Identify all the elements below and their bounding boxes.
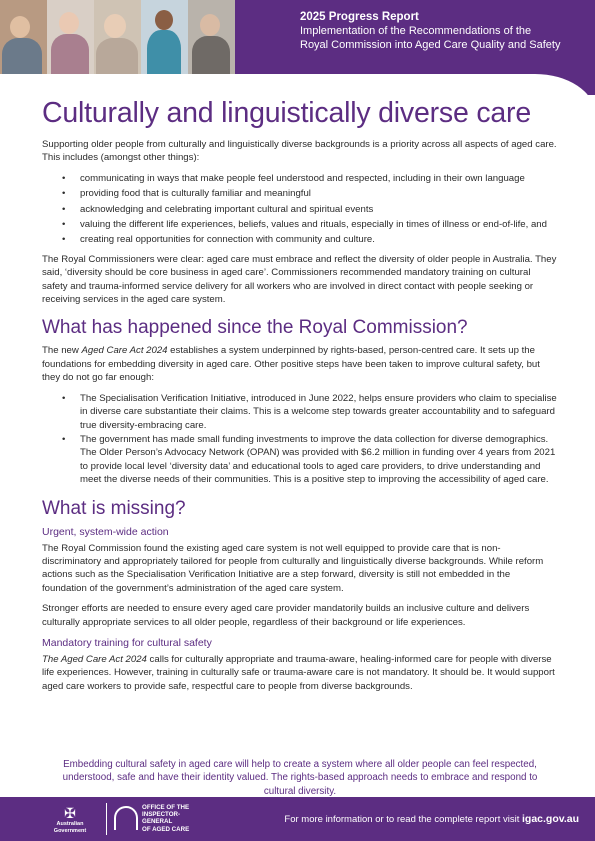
list-item: • communicating in ways that make people feel understood and respected, including in their own language xyxy=(62,172,525,184)
list-item: • The government has made small funding investments to improve the data collection for diverse demographics. The Older Person’s Advocacy Network (OPAN) was provided with $6.2 million in funding over 4 years from 2021 to provide local level ‘diversity data’ and educational tools to aged care providers, to drive understanding and meet the diverse needs of their communities. This is a positive step to improving the accessibility of aged care. xyxy=(62,433,556,486)
urgent-paragraph-1: The Royal Commission found the existing aged care system is not well equipped to provide care that is non-discriminatory and appropriately tailored for people from culturally and linguistically diverse backgrounds. While reform actions such as the Specialisation Verification Initiative are a step forward, diversity is still not embedded in the foundation of the government’s administration of the aged care system. xyxy=(42,542,544,594)
main-content xyxy=(42,96,557,700)
page-footer xyxy=(0,797,595,841)
photo-woman-smiling xyxy=(94,0,141,74)
bullet-icon: • xyxy=(62,172,66,184)
list-item: • valuing the different life experiences, beliefs, values and rituals, especially in times of illness or end-of-life, and xyxy=(62,219,547,231)
header-text xyxy=(300,10,590,52)
bullet-icon: • xyxy=(62,219,66,231)
report-subtitle-1: Implementation of the Recommendations of the xyxy=(300,25,532,37)
intro-paragraph: Supporting older people from culturally and linguistically diverse backgrounds is a priority across all aspects of aged care. This includes (amongst other things): xyxy=(42,139,557,164)
igac-arch-icon xyxy=(114,806,138,830)
subheading-urgent-action: Urgent, system-wide action xyxy=(42,525,169,538)
urgent-paragraph-2: Stronger efforts are needed to ensure every aged care provider mandatorily builds an inclusive culture and delivers culturally appropriate services to all older people, regardless of their background or life experiences. xyxy=(42,603,530,628)
bullet-icon: • xyxy=(62,392,66,404)
header-photo-strip xyxy=(0,0,235,74)
header-curve xyxy=(0,74,595,95)
bullet-icon: • xyxy=(62,234,66,246)
footer-info: For more information or to read the complete report visit igac.gov.au xyxy=(284,813,579,825)
list-item: • The Specialisation Verification Initiative, introduced in June 2022, helps ensure providers who claim to specialise in diverse care substantiate their claims. This is a welcome step towards greater accountability and to safeguard true diversity-embracing care. xyxy=(62,392,557,431)
ag-logo-text: Australian Government xyxy=(53,821,87,834)
igac-logo-text: OFFICE OF THE INSPECTOR- GENERAL OF AGED CARE xyxy=(142,804,190,833)
royal-commission-paragraph: The Royal Commissioners were clear: aged care must embrace and reflect the diversity of older people in Australia. They said, ‘diversity should be core business in aged care’. Commissioners recommended mandatory training on cultural safety and trauma-informed service delivery for all workers who are involved in direct contact with people seeking or receiving services in the aged care system. xyxy=(42,253,557,306)
website-link[interactable]: igac.gov.au xyxy=(522,813,579,825)
training-paragraph: The Aged Care Act 2024 calls for culturally appropriate and trauma-aware, healing-informed care for people with diverse life experiences. However, training in culturally safe or trauma-aware care is not mandatory. It should be. It would support aged care workers to provide safe, respectful care to people from diverse backgrounds. xyxy=(42,653,555,692)
list-item: • acknowledging and celebrating important cultural and spiritual events xyxy=(62,203,374,215)
photo-older-gentleman xyxy=(188,0,235,74)
photo-carer xyxy=(141,0,188,74)
report-subtitle-2: Royal Commission into Aged Care Quality and Safety xyxy=(300,39,561,51)
australian-government-logo xyxy=(40,805,100,835)
section1-paragraph: The new Aged Care Act 2024 establishes a system underpinned by rights-based, person-centred care. It sets up the foundations for embedding diversity in aged care. Other positive steps have been taken to improve cultural safety, but they do not go far enough: xyxy=(42,345,540,384)
coat-of-arms-icon: ✠ xyxy=(64,805,76,821)
section1-list xyxy=(42,392,557,487)
bullet-icon: • xyxy=(62,188,66,200)
igac-logo xyxy=(114,804,204,834)
section-heading-happened: What has happened since the Royal Commission? xyxy=(42,317,468,339)
photo-older-man xyxy=(0,0,47,74)
page-title: Culturally and linguistically diverse care xyxy=(42,97,531,129)
page-header xyxy=(0,0,595,95)
bullet-icon: • xyxy=(62,433,66,445)
photo-older-woman xyxy=(47,0,94,74)
list-item: • creating real opportunities for connection with community and culture. xyxy=(62,234,375,246)
intro-list xyxy=(42,172,557,247)
bullet-icon: • xyxy=(62,203,66,215)
subheading-mandatory-training: Mandatory training for cultural safety xyxy=(42,636,212,649)
list-item: • providing food that is culturally familiar and meaningful xyxy=(62,188,311,200)
report-title: 2025 Progress Report xyxy=(300,11,419,23)
closing-quote: Embedding cultural safety in aged care will help to create a system where all older people can feel respected, understood, safe and have their identity valued. The rights-based approach needs to embrace and respond to cultural diversity. xyxy=(62,759,538,797)
footer-divider xyxy=(106,803,107,835)
section-heading-missing: What is missing? xyxy=(42,497,186,519)
